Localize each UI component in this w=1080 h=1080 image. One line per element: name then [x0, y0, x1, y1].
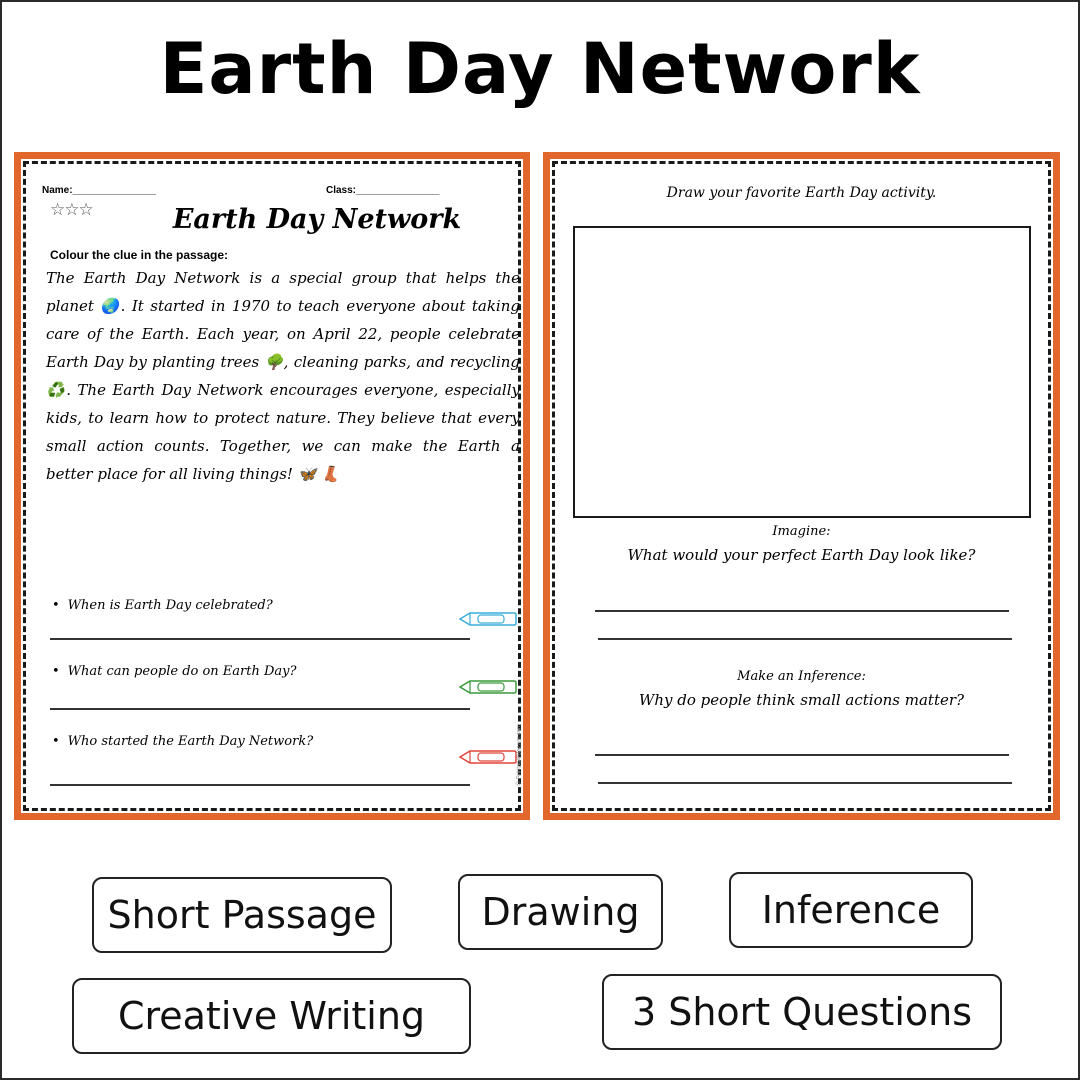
question-2: • What can people do on Earth Day? [52, 664, 297, 679]
inference-question: Why do people think small actions matter? [638, 691, 965, 709]
writing-line [595, 754, 1009, 756]
answer-line-1 [50, 638, 470, 640]
question-3-text: Who started the Earth Day Network? [67, 734, 314, 749]
tag-creative-writing: Creative Writing [72, 978, 471, 1054]
question-1-text: When is Earth Day celebrated? [67, 598, 273, 613]
answer-line-3 [50, 784, 470, 786]
class-field-label: Class:_______________ [326, 185, 440, 196]
crayon-icon-green [458, 678, 518, 696]
draw-prompt: Draw your favorite Earth Day activity. [666, 185, 937, 201]
name-field-label: Name:_______________ [42, 185, 156, 196]
question-1: • When is Earth Day celebrated? [52, 598, 273, 613]
worksheet-title: Earth Day Network [172, 204, 462, 235]
activity-page [543, 152, 1060, 820]
imagine-question: What would your perfect Earth Day look like? [627, 546, 976, 564]
activity-inner [552, 161, 1051, 811]
watermark: © PrintableBazaar.com [516, 724, 522, 786]
drawing-box [573, 226, 1031, 518]
writing-line [595, 610, 1009, 612]
worksheet-page [14, 152, 530, 820]
answer-line-2 [50, 708, 470, 710]
reading-passage: The Earth Day Network is a special group that helps the planet 🌏. It started in 1970 to teach everyone about taking care of the Earth. Each year, on April 22, people celebrate Earth Day by planting trees 🌳, cleaning parks, and recycling ♻️. The Earth Day Network encourages everyone, especially kids, to learn how to protect nature. They believe that every small action counts. Together, we can make the Earth a better place for all living things! 🦋 👢 [46, 269, 520, 483]
page-title: Earth Day Network [159, 28, 921, 110]
tag-short-passage: Short Passage [92, 877, 392, 953]
question-2-text: What can people do on Earth Day? [67, 664, 297, 679]
worksheet-inner [23, 161, 521, 811]
writing-line [598, 638, 1012, 640]
tag-inference: Inference [729, 872, 973, 948]
rating-stars-icon: ☆☆☆ [50, 200, 93, 219]
inference-label: Make an Inference: [737, 669, 866, 684]
imagine-label: Imagine: [772, 524, 831, 539]
tag-short-questions: 3 Short Questions [602, 974, 1002, 1050]
instruction-text: Colour the clue in the passage: [50, 248, 229, 262]
crayon-icon-red [458, 748, 518, 766]
writing-line [598, 782, 1012, 784]
question-3: • Who started the Earth Day Network? [52, 734, 314, 749]
crayon-icon-blue [458, 610, 518, 628]
tag-drawing: Drawing [458, 874, 663, 950]
